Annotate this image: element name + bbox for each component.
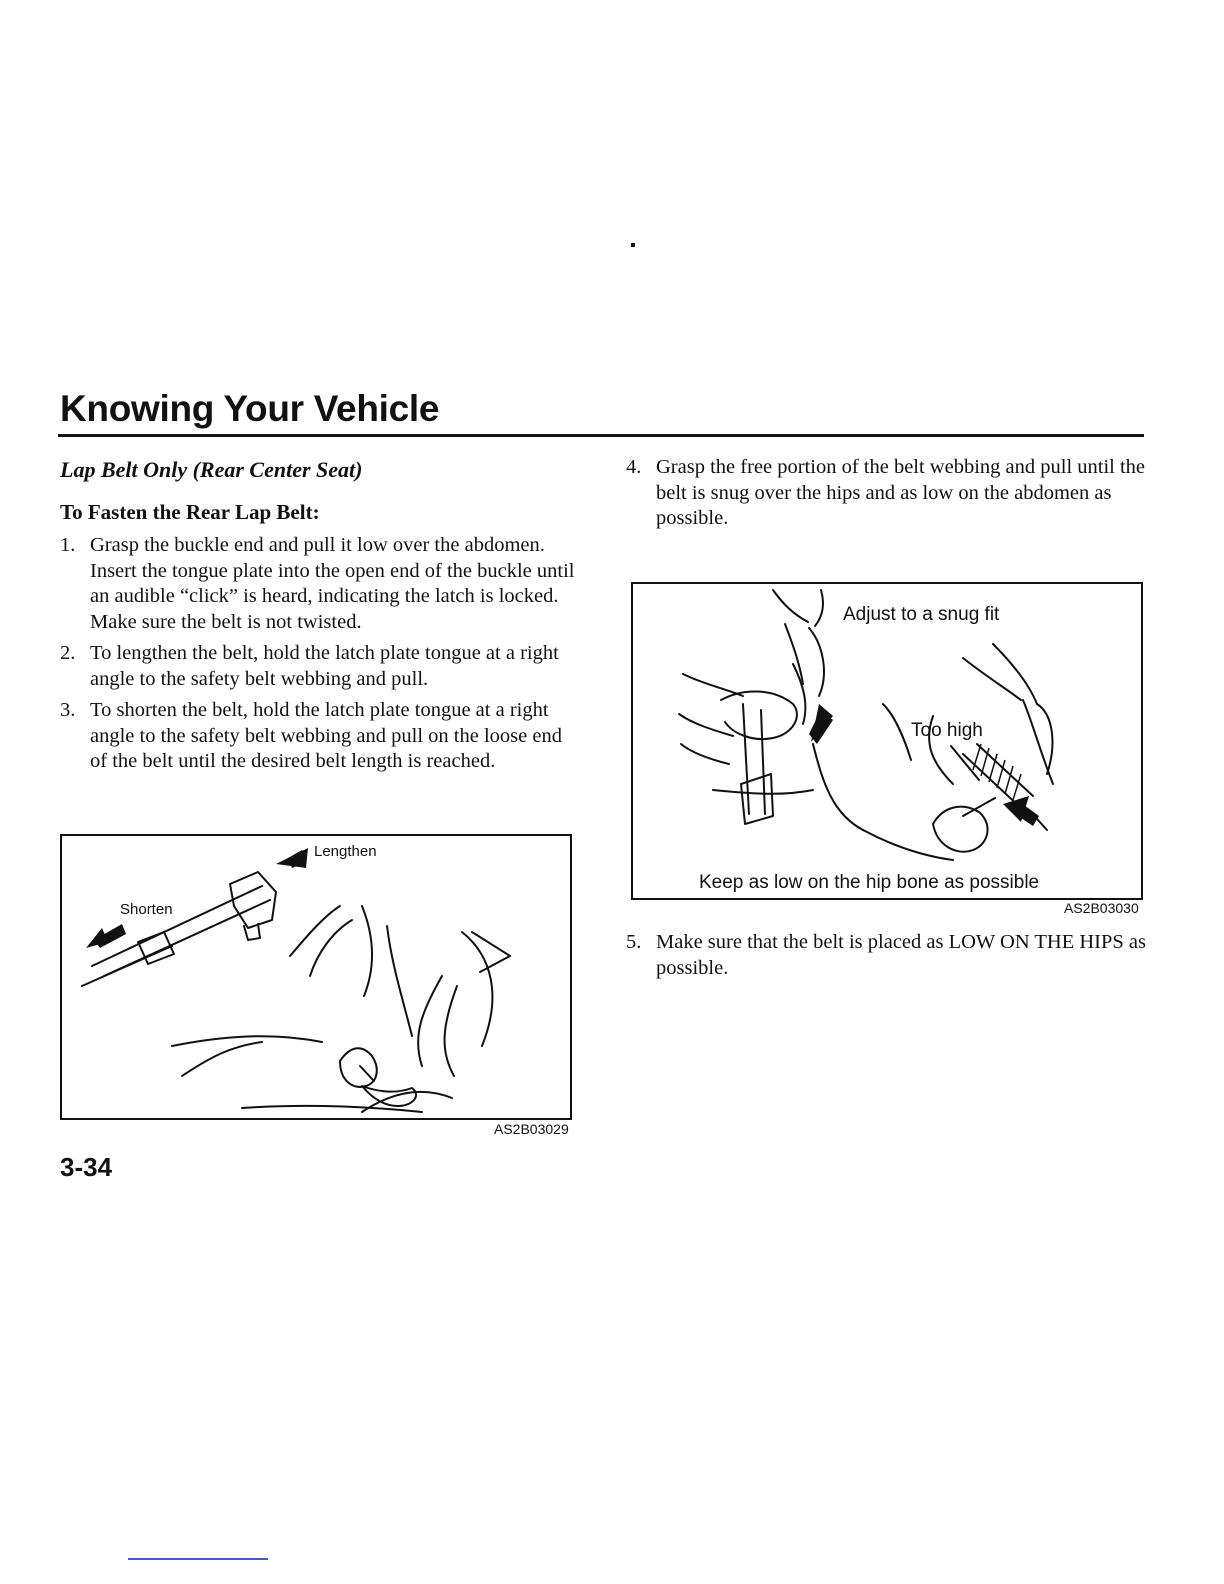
step-item (60, 641, 580, 692)
step-text: Grasp the free portion of the belt webbing and pull until the belt is snug over the hips and as low on the abdomen as possible. (656, 456, 1146, 529)
right-column (626, 455, 1146, 538)
footer-link-underline (128, 1558, 268, 1560)
left-column (60, 455, 580, 781)
step-number: 5. (626, 931, 642, 953)
lap-belt-adjust-figure (60, 834, 572, 1120)
steps-list-left (60, 533, 580, 775)
step-number: 1. (60, 534, 76, 556)
subheading: Lap Belt Only (Rear Center Seat) (60, 457, 363, 482)
page-number: 3-34 (60, 1152, 113, 1182)
section-title: Knowing Your Vehicle (60, 388, 440, 429)
snug-fit-illustration (633, 584, 1141, 898)
steps-list-right-lower (626, 930, 1146, 981)
step-number: 3. (60, 699, 76, 721)
label-adjust: Adjust to a snug fit (843, 604, 1000, 625)
step-item (60, 533, 580, 635)
label-lengthen: Lengthen (314, 843, 377, 860)
step-text: Grasp the buckle end and pull it low over the abdomen. Insert the tongue plate into the open end of the buckle until an audible “click” is heard, indicating the latch is locked. Make sure the belt is not twisted. (90, 534, 575, 633)
title-rule (58, 434, 1144, 437)
figure-code-left: AS2B03029 (494, 1121, 569, 1137)
procedure-title: To Fasten the Rear Lap Belt: (60, 500, 320, 524)
label-keep-low: Keep as low on the hip bone as possible (699, 872, 1040, 893)
snug-fit-figure (631, 243, 635, 247)
step-number: 4. (626, 456, 642, 478)
step-item (626, 455, 1146, 532)
right-column-lower (626, 930, 1146, 987)
lap-belt-illustration (62, 836, 570, 1118)
step-item (626, 930, 1146, 981)
step-text: To shorten the belt, hold the latch plate tongue at a right angle to the safety belt webbing and pull on the loose end of the belt until the desired belt length is reached. (90, 699, 562, 772)
step-item (60, 698, 580, 775)
step-number: 2. (60, 642, 76, 664)
label-too-high: Too high (911, 720, 983, 741)
label-shorten: Shorten (120, 901, 173, 918)
snug-fit-figure-frame (631, 582, 1143, 900)
steps-list-right (626, 455, 1146, 532)
step-text: Make sure that the belt is placed as LOW ON THE HIPS as possible. (656, 931, 1146, 979)
figure-code-right: AS2B03030 (1064, 900, 1139, 916)
step-text: To lengthen the belt, hold the latch plate tongue at a right angle to the safety belt webbing and pull. (90, 642, 559, 690)
